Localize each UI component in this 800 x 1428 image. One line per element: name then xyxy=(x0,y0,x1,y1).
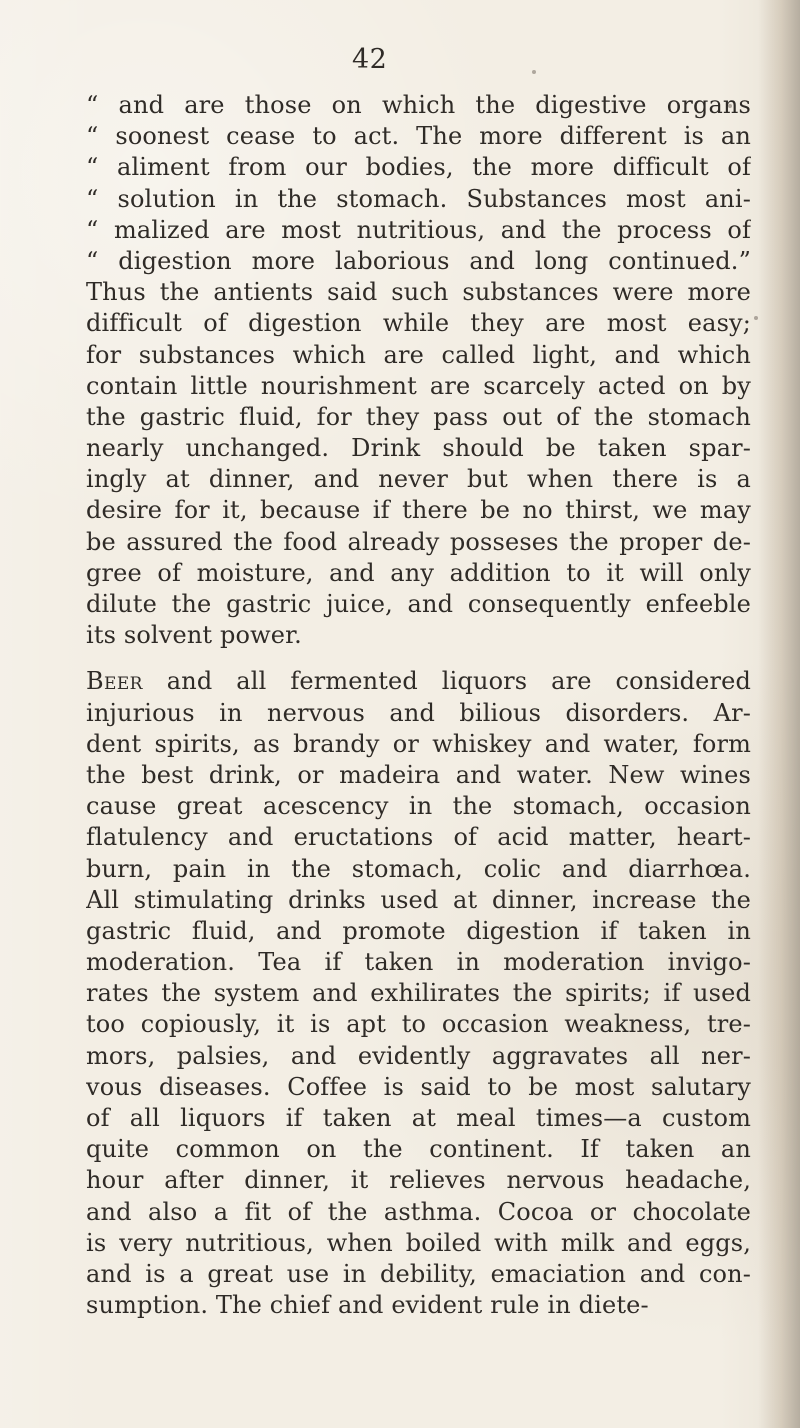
text-line: flatulency and eructations of acid matter, heart- xyxy=(86,823,751,852)
paper-speck xyxy=(754,316,758,320)
body-text xyxy=(86,90,751,1321)
text-line: burn, pain in the stomach, colic and diarrhœa. xyxy=(86,854,751,883)
text-line: nearly unchanged. Drink should be taken spar- xyxy=(86,434,751,463)
text-line: dent spirits, as brandy or whiskey and water, form xyxy=(86,729,751,758)
text-line: hour after dinner, it relieves nervous headache, xyxy=(86,1166,751,1195)
text-line: ingly at dinner, and never but when there is a xyxy=(86,465,751,494)
text-line: “ digestion more laborious and long continued.” xyxy=(86,246,751,275)
text-line: and also a fit of the asthma. Cocoa or chocolate xyxy=(86,1197,751,1226)
text-line: too copiously, it is apt to occasion weakness, tre- xyxy=(86,1010,751,1039)
paragraph-gap xyxy=(86,651,751,666)
text-line: of all liquors if taken at meal times—a custom xyxy=(86,1104,751,1132)
text-line: the best drink, or madeira and water. New wines xyxy=(86,760,751,789)
text-line: rates the system and exhilirates the spirits; if used xyxy=(86,979,751,1008)
page-edge-shadow xyxy=(758,0,800,1428)
text-line: Thus the antients said such substances were more xyxy=(86,278,751,307)
text-line: “ aliment from our bodies, the more difficult of xyxy=(86,153,751,182)
text-line: dilute the gastric juice, and consequently enfeeble xyxy=(86,590,751,618)
text-line: desire for it, because if there be no thirst, we may xyxy=(86,496,751,525)
text-line: injurious in nervous and bilious disorders. Ar- xyxy=(86,698,751,727)
text-line-rest: and all fermented liquors are considered xyxy=(142,667,751,696)
text-line xyxy=(86,666,751,697)
text-line: is very nutritious, when boiled with milk and eggs, xyxy=(86,1228,751,1257)
text-line: “ malized are most nutritious, and the process of xyxy=(86,215,751,244)
text-line: moderation. Tea if taken in moderation invigo- xyxy=(86,948,751,977)
paper-speck xyxy=(532,70,536,74)
text-line: gastric fluid, and promote digestion if taken in xyxy=(86,916,751,945)
page-number: 42 xyxy=(352,44,388,75)
text-line: for substances which are called light, and which xyxy=(86,340,751,369)
text-line: contain little nourishment are scarcely acted on by xyxy=(86,371,751,400)
text-line: All stimulating drinks used at dinner, increase the xyxy=(86,885,751,914)
text-line: vous diseases. Coffee is said to be most salutary xyxy=(86,1072,751,1101)
text-line: “ and are those on which the digestive organs xyxy=(86,91,751,119)
text-line: the gastric fluid, for they pass out of the stomach xyxy=(86,402,751,431)
text-line: quite common on the continent. If taken an xyxy=(86,1135,751,1164)
text-line: “ solution in the stomach. Substances most ani- xyxy=(86,184,751,213)
text-line: difficult of digestion while they are most easy; xyxy=(86,309,751,338)
text-line: “ soonest cease to act. The more different is an xyxy=(86,122,751,151)
text-line: and is a great use in debility, emaciation and con- xyxy=(86,1259,751,1288)
text-line: gree of moisture, and any addition to it will only xyxy=(86,558,751,587)
beer-smallcaps: Beer xyxy=(86,667,143,696)
text-line: sumption. The chief and evident rule in diete- xyxy=(86,1291,649,1320)
text-line: cause great acescency in the stomach, occasion xyxy=(86,792,751,821)
text-line: be assured the food already posseses the proper de- xyxy=(86,527,751,556)
text-line: mors, palsies, and evidently aggravates all ner- xyxy=(86,1041,751,1070)
text-line: its solvent power. xyxy=(86,621,302,650)
